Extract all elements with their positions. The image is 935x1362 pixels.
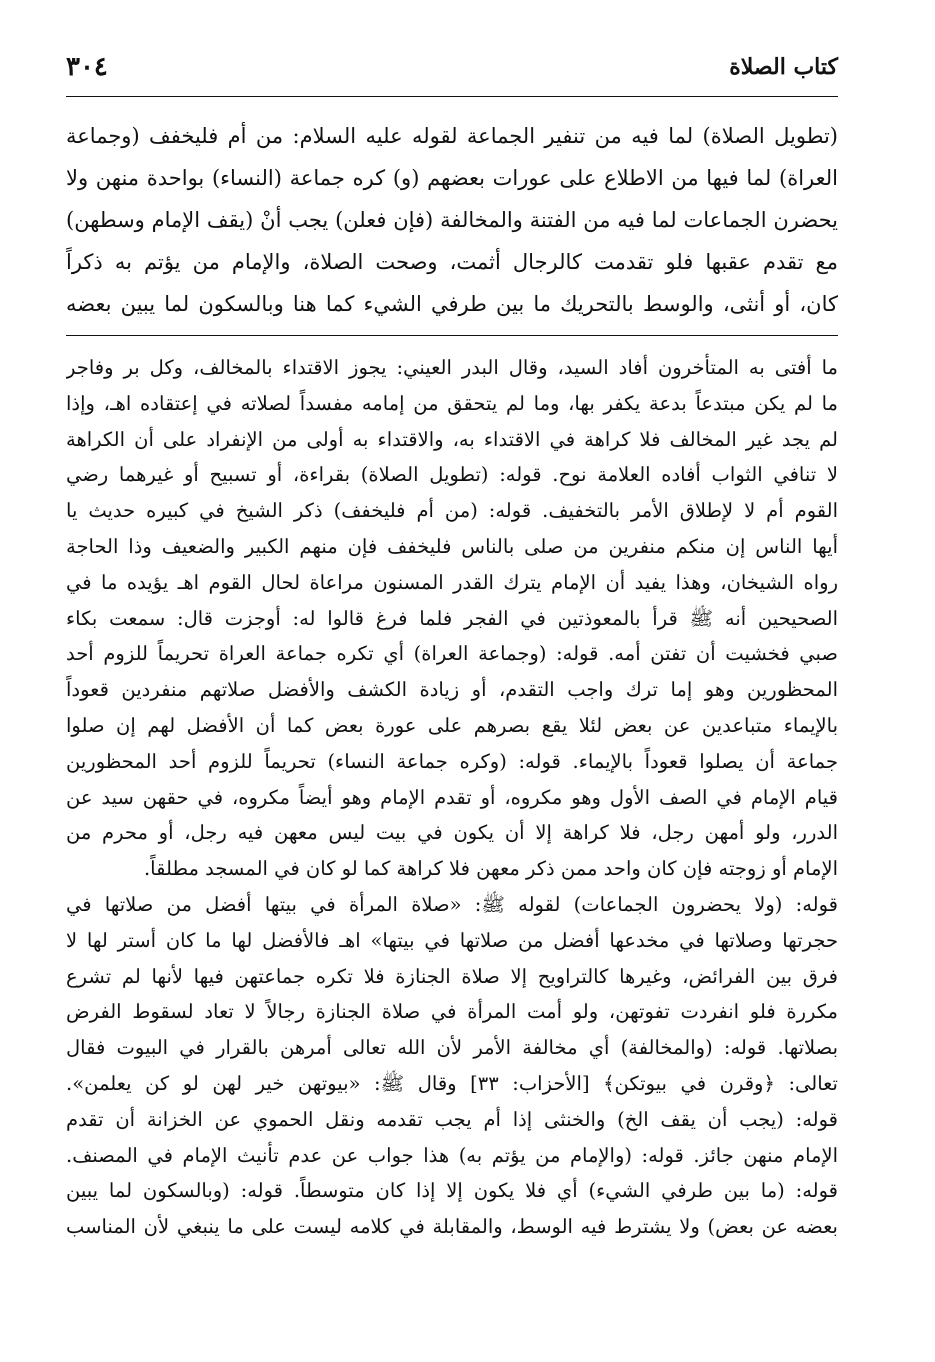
commentary-line: لا تنافي الثواب أفاده العلامة نوح. قوله: (تطويل الصلاة) بقراءة، أو تسبيح أو غيرهما رضي xyxy=(66,463,838,487)
commentary-line: قوله: (يجب أن يقف الخ) والخنثى إذا أم يجب تقدمه ونقل الحموي عن الخزانة أن تقدم xyxy=(66,1107,838,1131)
commentary-line: صبي فخشيت أن تفتن أمه. قوله: (وجماعة العراة) أي تكره جماعة العراة تحريماً للزوم أحد xyxy=(66,642,838,666)
commentary-line: لم يجد غير المخالف فلا كراهة في الاقتداء به، والاقتداء به أولى من الإنفراد على أن الكراهة xyxy=(66,427,838,451)
commentary-line: الإمام أو زوجته فإن كان واحد ممن ذكر معهن فلا كراهة كما لو كان في المسجد مطلقاً. xyxy=(143,857,838,881)
commentary-line: بعضه عن بعض) ولا يشترط فيه الوسط، والمقابلة في كلامه ليست على ما ينبغي لأن المناسب xyxy=(66,1215,838,1239)
commentary-text xyxy=(66,350,838,1245)
page-number: ٣٠٤ xyxy=(66,52,108,82)
main-text-line: (تطويل الصلاة) لما فيه من تنفير الجماعة لقوله عليه السلام: من أم فليخفف (وجماعة xyxy=(66,124,838,148)
commentary-line: جماعة أن يصلوا قعوداً بالإيماء. قوله: (وكره جماعة النساء) تحريماً للزوم أحد المحظورين xyxy=(66,749,838,773)
commentary-line: الصحيحين أنه ﷺ قرأ بالمعوذتين في الفجر فلما فرغ قالوا له: أوجزت قال: سمعت بكاء xyxy=(66,606,838,630)
commentary-line: الدرر، ولو أمهن رجل، فلا كراهة إلا أن يكون في بيت ليس معهن فيه رجل، أو محرم من xyxy=(66,821,838,845)
main-text-line: يحضرن الجماعات لما فيه من الفتنة والمخالفة (فإن فعلن) يجب أنْ (يقف الإمام وسطهن) xyxy=(66,208,838,232)
commentary-line: أيها الناس إن منكم منفرين من صلى بالناس فليخفف فإن منهم الكبير والضعيف وذا الحاجة xyxy=(66,534,838,558)
running-title: كتاب الصلاة xyxy=(729,54,838,80)
commentary-line: بصلاتها. قوله: (والمخالفة) أي مخالفة الأمر لأن الله تعالى أمرهن بالقرار في البيوت فقال xyxy=(66,1036,838,1060)
commentary-line: قوله: (ولا يحضرون الجماعات) لقوله ﷺ: «صلاة المرأة في بيتها أفضل من صلاتها في xyxy=(66,892,838,916)
commentary-line: رواه الشيخان، وهذا يفيد أن الإمام يترك القدر المسنون مراعاة لحال القوم اهـ يؤيده ما في xyxy=(66,570,838,594)
header-divider xyxy=(66,96,838,97)
commentary-line: القوم أم لا لإطلاق الأمر بالتخفيف. قوله: (من أم فليخفف) ذكر الشيخ في كبيره حديث يا xyxy=(66,499,838,523)
commentary-line: تعالى: ﴿وقرن في بيوتكن﴾ [الأحزاب: ٣٣] وقال ﷺ: «بيوتهن خير لهن لو كن يعلمن». xyxy=(66,1071,838,1095)
commentary-line: بالإيماء متباعدين عن بعض لئلا يقع بصرهم على عورة بعض كما أن الأفضل لهم إن صلوا xyxy=(66,713,838,737)
page-header xyxy=(66,48,838,88)
commentary-line: ما لم يكن مبتدعاً بدعة يكفر بها، وما لم يتحقق من إمامه مفسداً لصلاته في إعتقاده اهـ، وإذا xyxy=(66,391,838,415)
commentary-line: حجرتها وصلاتها في مخدعها أفضل من صلاتها في بيتها» اهـ فالأفضل لها ما كان أستر لها لا xyxy=(66,928,838,952)
commentary-line: قيام الإمام في الصف الأول وهو مكروه، أو تقدم الإمام وهو أيضاً مكروه، في حقهن سيد عن xyxy=(66,785,838,809)
main-text-line: العراة) لما فيها من الاطلاع على عورات بعضهم (و) كره جماعة (النساء) بواحدة منهن ولا xyxy=(66,166,838,190)
commentary-line: المحظورين وهو إما ترك واجب التقدم، أو زيادة الكشف والأفضل صلاتهم منفردين قعوداً xyxy=(66,678,838,702)
main-text-line: مع تقدم عقبها فلو تقدمت كالرجال أثمت، وصحت الصلاة، والإمام من يؤتم به ذكراً xyxy=(66,250,838,274)
commentary-divider xyxy=(66,335,838,336)
commentary-line: قوله: (ما بين طرفي الشيء) أي فلا يكون إلا إذا كان متوسطاً. قوله: (وبالسكون لما يبين xyxy=(66,1179,838,1203)
commentary-line: الإمام منهن جائز. قوله: (والإمام من يؤتم به) هذا جواب عن عدم تأنيث الإمام في المصنف. xyxy=(66,1143,838,1167)
main-text xyxy=(66,115,838,325)
main-text-line: كان، أو أنثى، والوسط بالتحريك ما بين طرفي الشيء كما هنا وبالسكون لما يبين بعضه xyxy=(66,292,838,316)
commentary-line: ما أفتى به المتأخرون أفاد السيد، وقال البدر العيني: يجوز الاقتداء بالمخالف، وكل بر وفاجر xyxy=(66,356,838,379)
commentary-line: فرق بين الفرائض، وغيرها كالتراويح إلا صلاة الجنازة فلا تكره جماعتهن فيها لأنها لم تشرع xyxy=(66,964,838,988)
commentary-line: مكررة فلو انفردت تفوتهن، ولو أمت المرأة في صلاة الجنازة رجالاً لا تعاد لسقوط الفرض xyxy=(66,1000,838,1024)
